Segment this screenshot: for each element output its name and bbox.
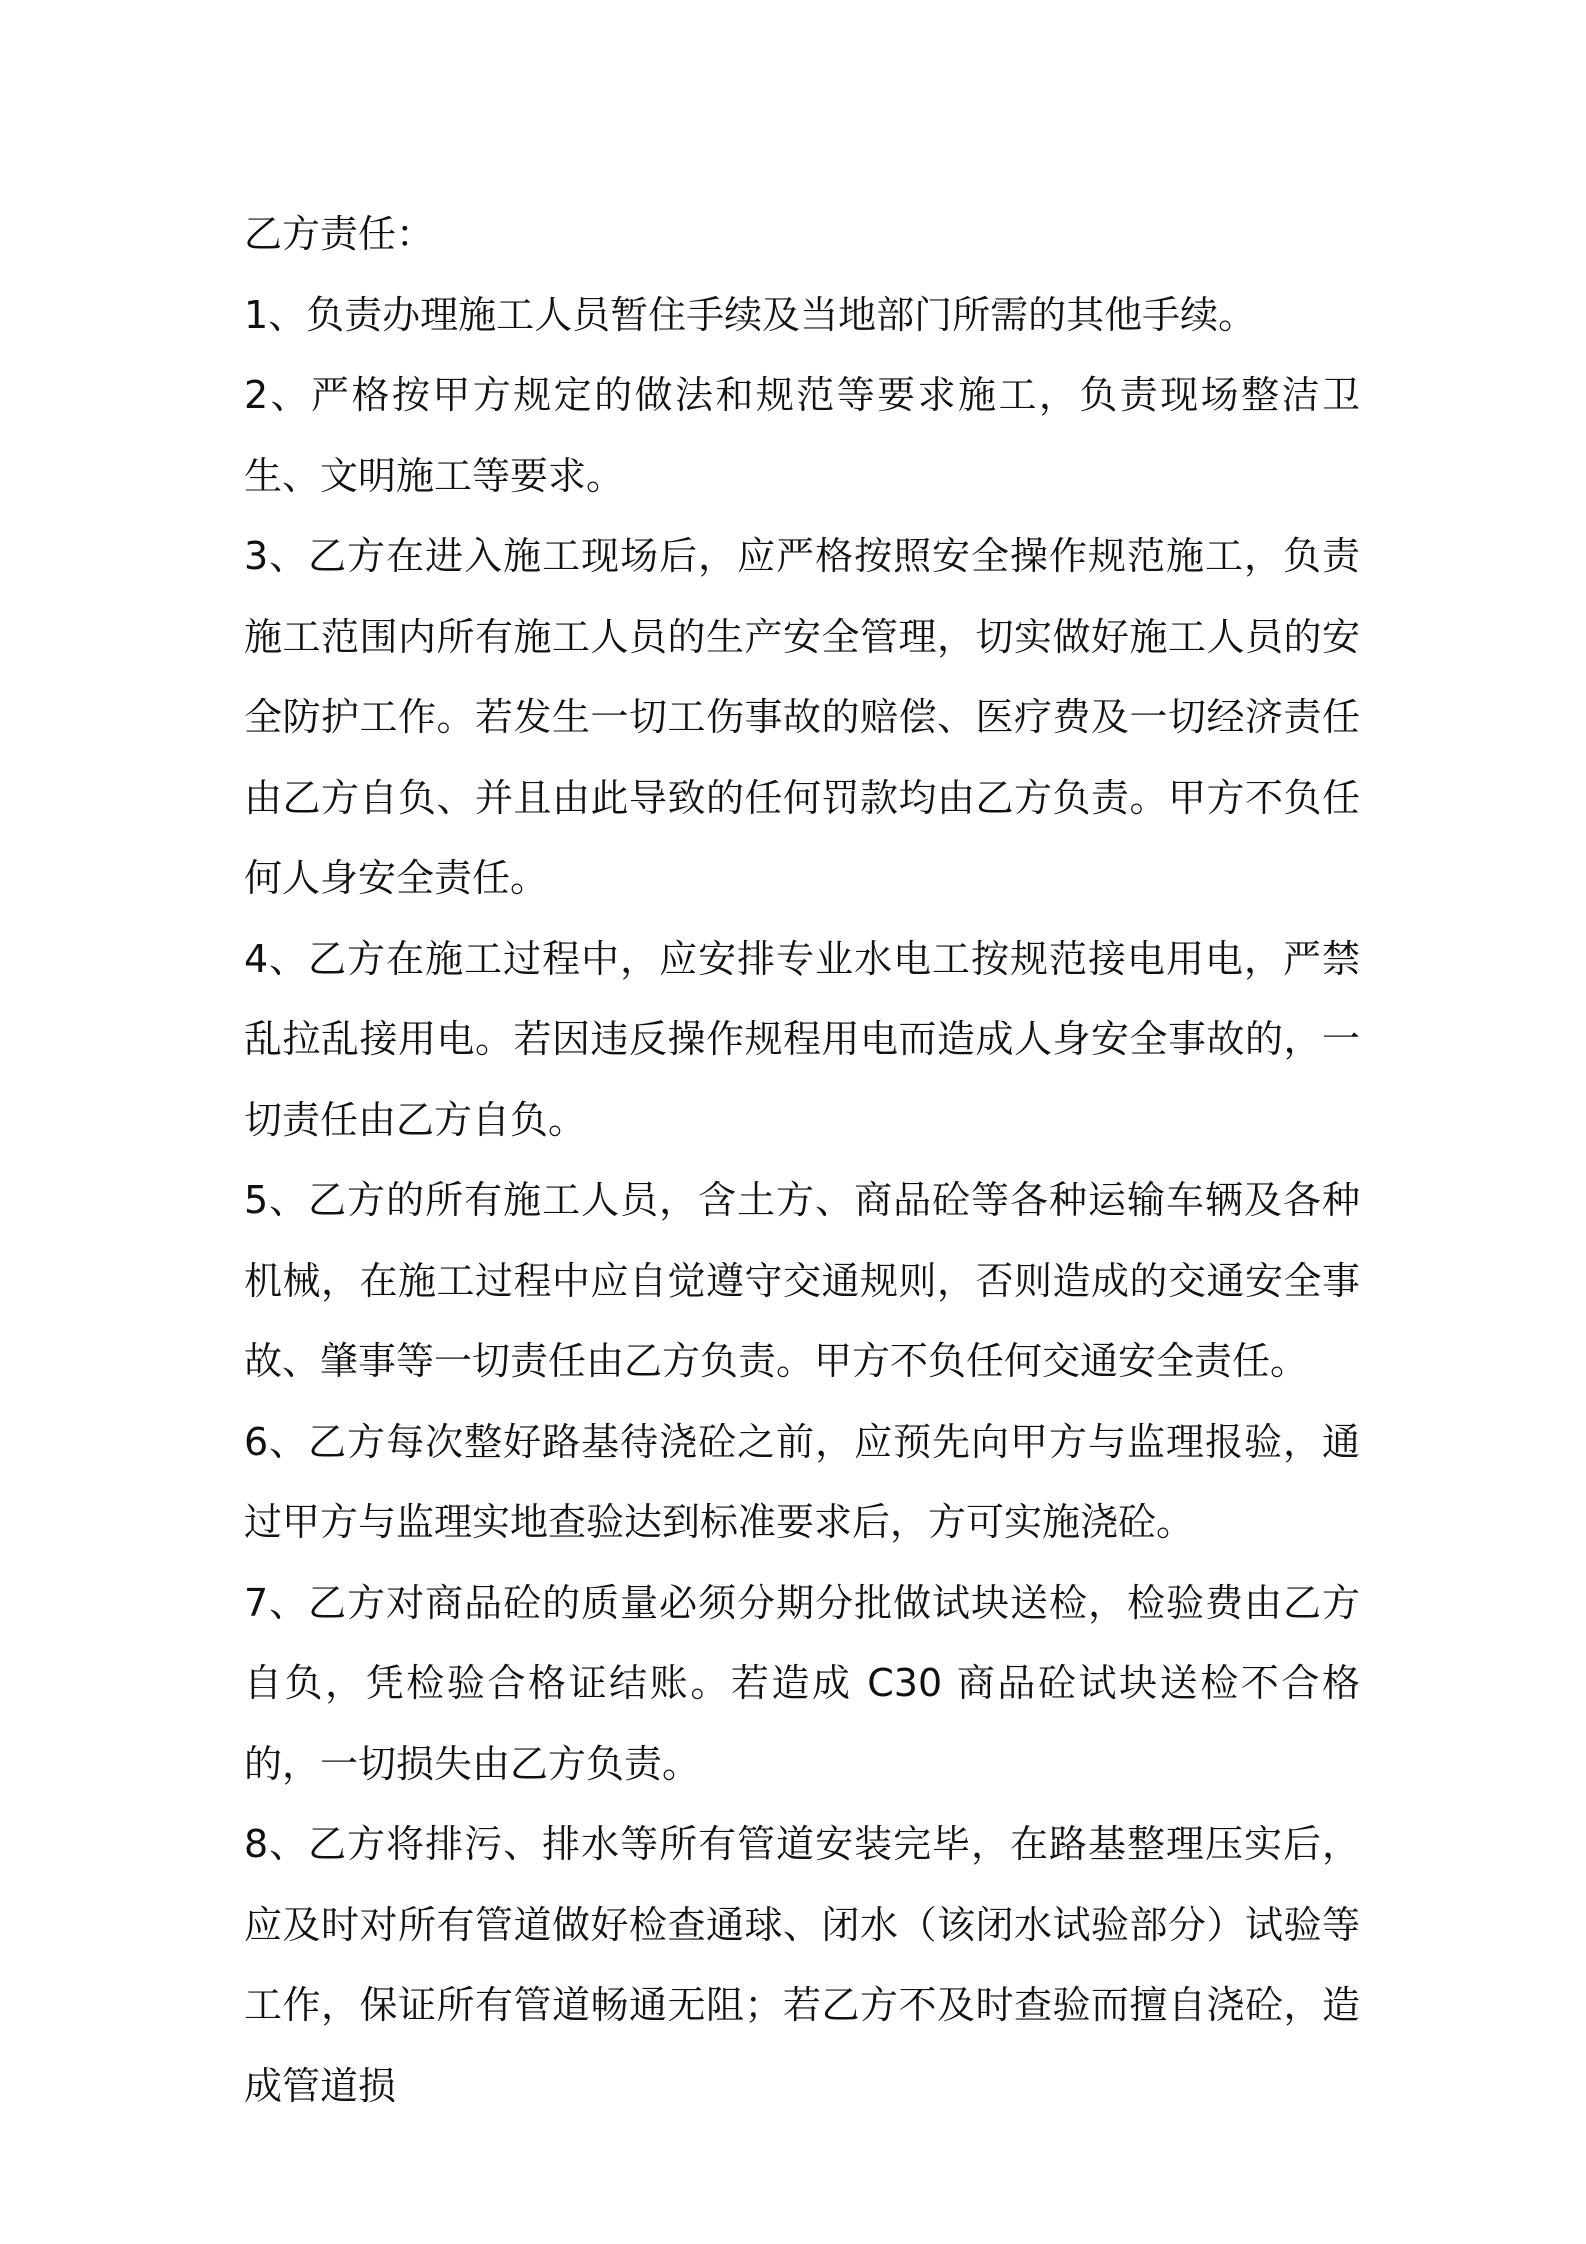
clause-2: 2、严格按甲方规定的做法和规范等要求施工，负责现场整洁卫生、文明施工等要求。 [244,373,1360,498]
clause-1: 1、负责办理施工人员暂住手续及当地部门所需的其他手续。 [244,292,1257,337]
document-body [244,194,1360,2126]
clause-4: 4、乙方在施工过程中，应安排专业水电工按规范接电用电，严禁乱拉乱接用电。若因违反操作规程用电而造成人身安全事故的，一切责任由乙方自负。 [244,936,1360,1142]
clause-6: 6、乙方每次整好路基待浇砼之前，应预先向甲方与监理报验，通过甲方与监理实地查验达到标准要求后，方可实施浇砼。 [244,1419,1360,1544]
clause-3: 3、乙方在进入施工现场后，应严格按照安全操作规范施工，负责施工范围内所有施工人员的生产安全管理，切实做好施工人员的安全防护工作。若发生一切工伤事故的赔偿、医疗费及一切经济责任由乙方自负、并且由此导致的任何罚款均由乙方负责。甲方不负任何人身安全责任。 [244,534,1360,900]
clause-8: 8、乙方将排污、排水等所有管道安装完毕，在路基整理压实后，应及时对所有管道做好检查通球、闭水（该闭水试验部分）试验等工作，保证所有管道畅通无阻；若乙方不及时查验而擅自浇砼，造成管道损 [244,1822,1360,2108]
section-heading: 乙方责任： [244,212,435,256]
clause-7: 7、乙方对商品砼的质量必须分期分批做试块送检，检验费由乙方自负，凭检验合格证结账。若造成 C30 商品砼试块送检不合格的，一切损失由乙方负责。 [244,1580,1360,1786]
clause-5: 5、乙方的所有施工人员，含土方、商品砼等各种运输车辆及各种机械，在施工过程中应自觉遵守交通规则，否则造成的交通安全事故、肇事等一切责任由乙方负责。甲方不负任何交通安全责任。 [244,1178,1360,1383]
